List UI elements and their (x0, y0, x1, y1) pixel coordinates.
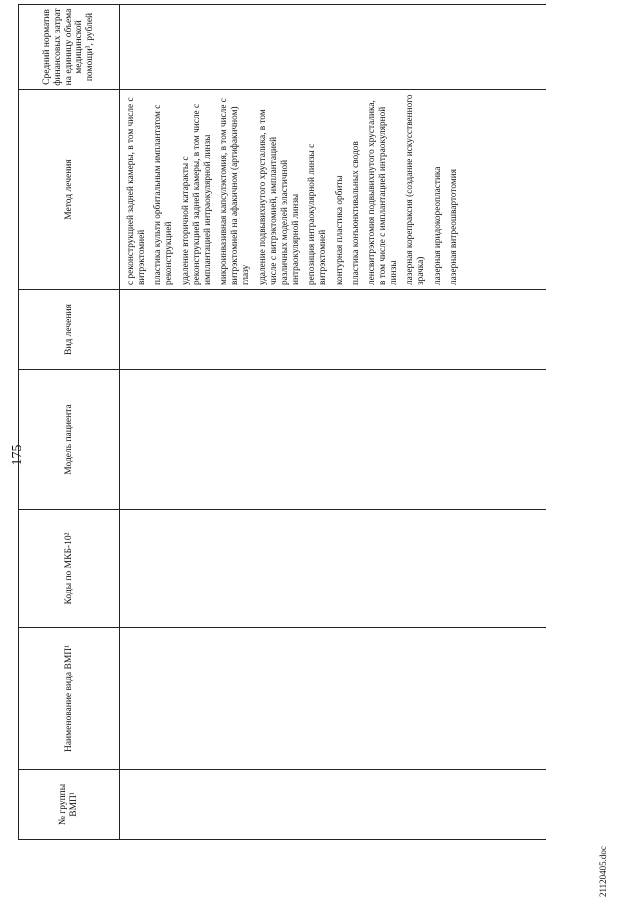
header-patient-model: Модель пациента (19, 370, 120, 510)
method-item: репозиция интраокулярной линзы с витрэктомией (307, 143, 329, 285)
cell-icd-codes (120, 510, 547, 628)
rotated-page (0, 5, 620, 905)
header-treatment-type: Вид лечения (19, 290, 120, 370)
cell-vmp-name (120, 628, 547, 770)
method-item: пластика конъюнктивальных сводов (350, 141, 361, 285)
cell-avg-cost (120, 5, 547, 90)
header-vmp-name: Наименование вида ВМП¹ (19, 628, 120, 770)
cell-group-no (120, 770, 547, 840)
cell-treatment-type (120, 290, 547, 370)
method-item: лазерная витреошвартотомия (448, 169, 459, 285)
header-avg-cost: Средний норматив финансовых затрат на единицу объема медицинской помощи³, рублей (19, 5, 120, 90)
cell-patient-model (120, 370, 547, 510)
method-item: удаление вторичной катаракты с реконструкцией задней камеры, в том числе с имплантацией интраокулярной линзы (180, 103, 213, 285)
method-item: ленсвитрэктомия подвывихнутого хрусталика, в том числе с имплантацией интраокулярной линзы (366, 100, 400, 285)
table-header-row (19, 5, 120, 840)
treatment-method-list (126, 94, 460, 285)
page-number: 175 (10, 444, 25, 466)
table-row (120, 5, 547, 840)
method-item: удаление подвывихнутого хрусталика, в том числе с витрэктомией, имплантацией различных моделей эластичной интраокулярной линзы (257, 109, 302, 285)
document-id: 21120405.doc (598, 846, 608, 897)
cell-treatment-method (120, 90, 547, 290)
header-group-no: № группы ВМП¹ (19, 770, 120, 840)
method-item: пластика культи орбитальным имплантатом с реконструкцией (153, 104, 175, 285)
method-item: с реконструкцией задней камеры, в том числе с витрэктомией (126, 97, 148, 285)
header-icd-codes: Коды по МКБ-10² (19, 510, 120, 628)
header-treatment-method: Метод лечения (19, 90, 120, 290)
method-item: микроинвазивная капсулэктомия, в том числе с витрэктомией на афакичном (артифакичном) глазу (219, 98, 252, 285)
method-item: лазерная корепраксия (создание искусственного зрачка) (405, 94, 427, 285)
vmp-table (18, 4, 546, 840)
method-item: лазерная иридокореопластика (432, 166, 443, 285)
method-item: контурная пластика орбиты (334, 175, 345, 285)
